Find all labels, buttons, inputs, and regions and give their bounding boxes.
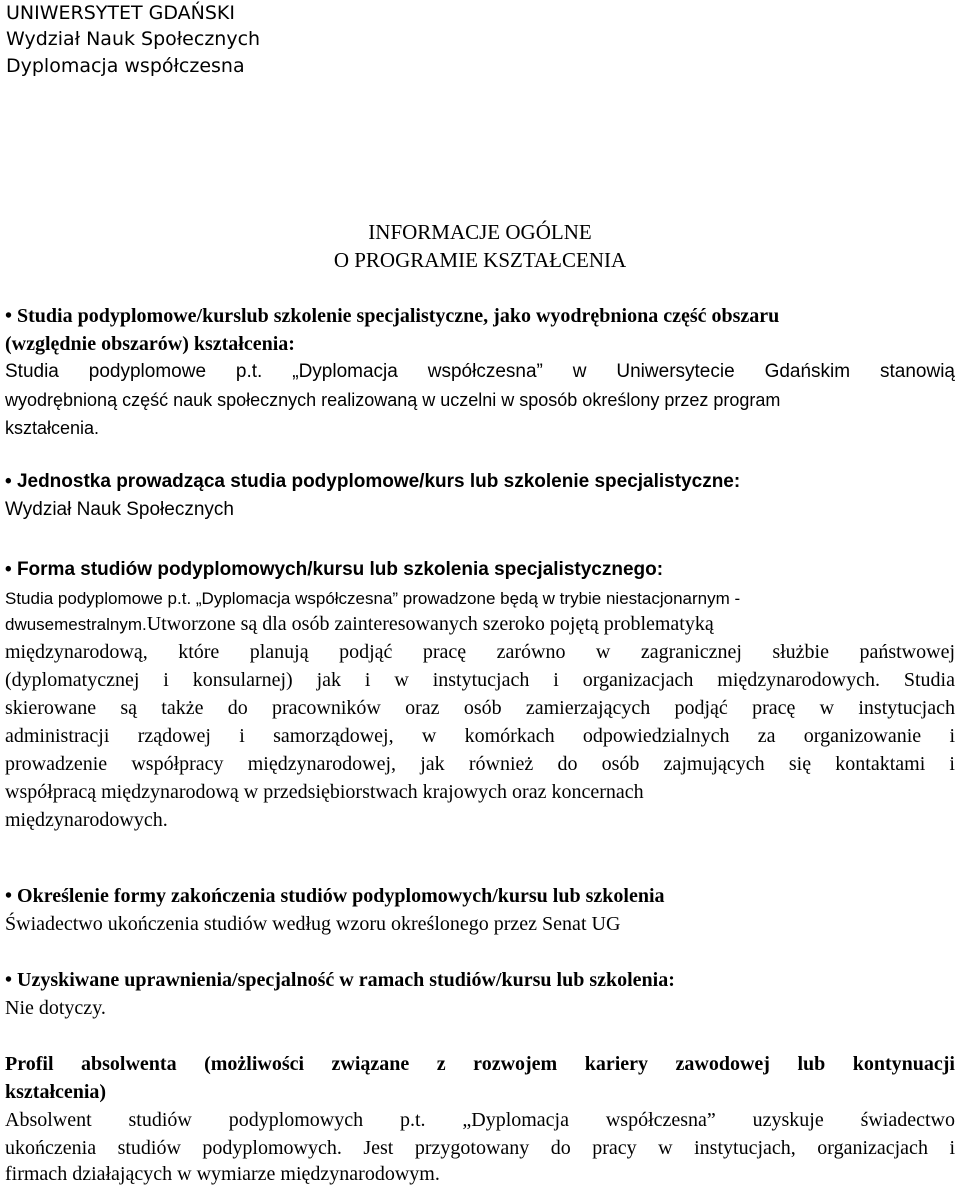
section1-body-line1: Studia podyplomowe p.t. „Dyplomacja współczesna” w Uniwersytecie Gdańskim stanowią [5, 361, 955, 382]
page-title-line1: INFORMACJE OGÓLNE [368, 220, 592, 244]
program-name: Dyplomacja współczesna [6, 55, 245, 77]
section2-heading: • Jednostka prowadząca studia podyplomowe/kurs lub szkolenie specjalistyczne: [5, 471, 741, 492]
section3-body-line4: skierowane są także do pracowników oraz osób zamierzających podjąć pracę w instytucjach [5, 697, 955, 719]
section3-heading: • Forma studiów podyplomowych/kursu lub szkolenia specjalistycznego: [5, 559, 664, 580]
section4-heading: • Określenie formy zakończenia studiów podyplomowych/kursu lub szkolenia [5, 885, 665, 907]
section3-body-line3: (dyplomatycznej i konsularnej) jak i w instytucjach i organizacjach międzynarodowych. Studia [5, 669, 955, 691]
section6-body-line1: Absolwent studiów podyplomowych p.t. „Dyplomacja współczesna” uzyskuje świadectwo [5, 1109, 955, 1131]
section3-body-line8: międzynarodowych. [5, 809, 168, 831]
section3-body-line7: współpracą międzynarodową w przedsiębiorstwach krajowych oraz koncernach [5, 781, 644, 803]
section1-heading-line2: (względnie obszarów) kształcenia: [5, 333, 295, 355]
section6-body-line2: ukończenia studiów podyplomowych. Jest przygotowany do pracy w instytucjach, organizacjach i [5, 1137, 955, 1159]
section4-body: Świadectwo ukończenia studiów według wzoru określonego przez Senat UG [5, 913, 621, 935]
bullet: • [5, 471, 12, 492]
section6-heading-line1: Profil absolwenta (możliwości związane z rozwojem kariery zawodowej lub kontynuacji [5, 1053, 955, 1075]
section1-body-line2: wyodrębnioną część nauk społecznych realizowaną w uczelni w sposób określony przez program [5, 390, 781, 410]
section3-body-line5: administracji rządowej i samorządowej, w komórkach odpowiedzialnych za organizowanie i [5, 725, 955, 747]
section3-form-line1: Studia podyplomowe p.t. „Dyplomacja współczesna” prowadzone będą w trybie niestacjonarnym - [5, 589, 741, 608]
bullet: • [5, 305, 13, 327]
bullet: • [5, 885, 13, 907]
page-title-line2: O PROGRAMIE KSZTAŁCENIA [333, 248, 627, 272]
section3-body-line6: prowadzenie współpracy międzynarodowej, jak również do osób zajmujących się kontaktami i [5, 753, 955, 775]
section6-heading-line2: kształcenia) [5, 1081, 107, 1103]
section2-body: Wydział Nauk Społecznych [5, 499, 234, 520]
university-name: UNIWERSYTET GDAŃSKI [6, 2, 235, 24]
section3-body-line2: międzynarodową, które planują podjąć pracę zarówno w zagranicznej służbie państwowej [5, 641, 955, 663]
section1-heading-line1: • Studia podyplomowe/kurslub szkolenie specjalistyczne, jako wyodrębniona część obszaru [5, 305, 780, 327]
section6-body-line3: firmach działających w wymiarze międzynarodowym. [5, 1163, 440, 1185]
section5-heading: • Uzyskiwane uprawnienia/specjalność w ramach studiów/kursu lub szkolenia: [5, 969, 675, 991]
section1-body-line3: kształcenia. [5, 418, 100, 438]
section3-body-line1: dwusemestralnym.Utworzone są dla osób zainteresowanych szeroko pojętą problematyką [5, 613, 714, 635]
bullet: • [5, 969, 13, 991]
faculty-name: Wydział Nauk Społecznych [6, 28, 261, 50]
bullet: • [5, 559, 12, 580]
section5-body: Nie dotyczy. [5, 997, 106, 1019]
